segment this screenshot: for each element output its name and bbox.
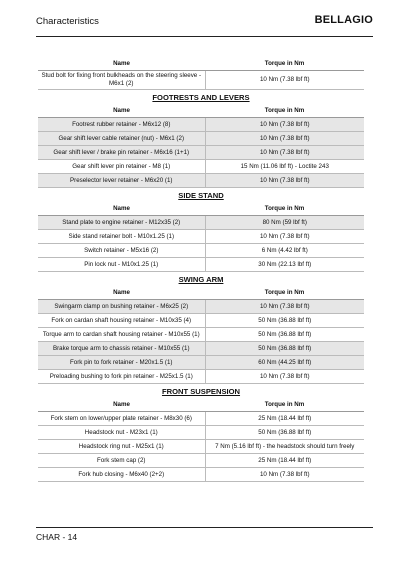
- table-row: [38, 132, 364, 146]
- model-name: BELLAGIO: [314, 14, 373, 26]
- column-header-name: Name: [38, 201, 205, 216]
- torque-value-cell: 10 Nm (7.38 lbf ft): [205, 300, 364, 314]
- torque-value-cell: 50 Nm (36.88 lbf ft): [205, 426, 364, 440]
- torque-value-cell: 10 Nm (7.38 lbf ft): [205, 174, 364, 188]
- table-row: [38, 356, 364, 370]
- torque-value-cell: 30 Nm (22.13 lbf ft): [205, 258, 364, 272]
- torque-value-cell: 10 Nm (7.38 lbf ft): [205, 132, 364, 146]
- table-row: [38, 342, 364, 356]
- part-name-cell: Fork stem cap (2): [38, 454, 205, 468]
- part-name-cell: Side stand retainer bolt - M10x1.25 (1): [38, 230, 205, 244]
- table-row: [38, 230, 364, 244]
- table-row: [38, 454, 364, 468]
- torque-value-cell: 50 Nm (36.88 lbf ft): [205, 314, 364, 328]
- column-header-name: Name: [38, 285, 205, 300]
- part-name-cell: Fork pin to fork retainer - M20x1.5 (1): [38, 356, 205, 370]
- torque-value-cell: 10 Nm (7.38 lbf ft): [205, 118, 364, 132]
- part-name-cell: Fork on cardan shaft housing retainer - M10x35 (4): [38, 314, 205, 328]
- column-header-name: Name: [38, 397, 205, 412]
- table-row: [38, 146, 364, 160]
- torque-table: [38, 56, 364, 90]
- part-name-cell: Stand plate to engine retainer - M12x35 (2): [38, 216, 205, 230]
- torque-value-cell: 10 Nm (7.38 lbf ft): [205, 468, 364, 482]
- column-header-name: Name: [38, 56, 205, 71]
- column-header-torque: Torque in Nm: [205, 201, 364, 216]
- column-header-torque: Torque in Nm: [205, 103, 364, 118]
- table-row: [38, 160, 364, 174]
- torque-value-cell: 6 Nm (4.42 lbf ft): [205, 244, 364, 258]
- part-name-cell: Footrest rubber retainer - M6x12 (8): [38, 118, 205, 132]
- table-row: [38, 468, 364, 482]
- table-row: [38, 426, 364, 440]
- table-row: [38, 216, 364, 230]
- page-header: [36, 14, 373, 37]
- part-name-cell: Gear shift lever pin retainer - M8 (1): [38, 160, 205, 174]
- part-name-cell: Headstock ring nut - M25x1 (1): [38, 440, 205, 454]
- table-row: [38, 440, 364, 454]
- part-name-cell: Brake torque arm to chassis retainer - M10x55 (1): [38, 342, 205, 356]
- torque-value-cell: 60 Nm (44.25 lbf ft): [205, 356, 364, 370]
- table-row: [38, 314, 364, 328]
- column-header-torque: Torque in Nm: [205, 56, 364, 71]
- table-row: [38, 300, 364, 314]
- torque-tables: [38, 56, 364, 482]
- part-name-cell: Torque arm to cardan shaft housing retainer - M10x55 (1): [38, 328, 205, 342]
- part-name-cell: Swingarm clamp on bushing retainer - M6x25 (2): [38, 300, 205, 314]
- part-name-cell: Preselector lever retainer - M6x20 (1): [38, 174, 205, 188]
- torque-value-cell: 25 Nm (18.44 lbf ft): [205, 412, 364, 426]
- torque-table: [38, 103, 364, 188]
- part-name-cell: Gear shift lever / brake pin retainer - M6x16 (1+1): [38, 146, 205, 160]
- torque-value-cell: 10 Nm (7.38 lbf ft): [205, 71, 364, 90]
- torque-table: [38, 201, 364, 272]
- torque-value-cell: 10 Nm (7.38 lbf ft): [205, 146, 364, 160]
- torque-value-cell: 15 Nm (11.06 lbf ft) - Loctite 243: [205, 160, 364, 174]
- section-title: SWING ARM: [178, 275, 224, 284]
- part-name-cell: Headstock nut - M23x1 (1): [38, 426, 205, 440]
- table-row: [38, 412, 364, 426]
- torque-value-cell: 25 Nm (18.44 lbf ft): [205, 454, 364, 468]
- column-header-torque: Torque in Nm: [205, 285, 364, 300]
- torque-table: [38, 397, 364, 482]
- table-row: [38, 244, 364, 258]
- part-name-cell: Preloading bushing to fork pin retainer - M25x1.5 (1): [38, 370, 205, 384]
- part-name-cell: Pin lock nut - M10x1.25 (1): [38, 258, 205, 272]
- table-row: [38, 258, 364, 272]
- page-number: CHAR - 14: [36, 532, 78, 542]
- page-footer: [36, 527, 373, 542]
- section-title: SIDE STAND: [178, 191, 224, 200]
- part-name-cell: Gear shift lever cable retainer (nut) - M6x1 (2): [38, 132, 205, 146]
- torque-value-cell: 50 Nm (36.88 lbf ft): [205, 328, 364, 342]
- section-title: FOOTRESTS AND LEVERS: [152, 93, 250, 102]
- table-row: [38, 118, 364, 132]
- column-header-name: Name: [38, 103, 205, 118]
- torque-value-cell: 10 Nm (7.38 lbf ft): [205, 370, 364, 384]
- part-name-cell: Stud bolt for fixing front bulkheads on the steering sleeve - M6x1 (2): [38, 71, 205, 90]
- torque-value-cell: 7 Nm (5.16 lbf ft) - the headstock should turn freely: [205, 440, 364, 454]
- column-header-torque: Torque in Nm: [205, 397, 364, 412]
- table-row: [38, 370, 364, 384]
- section-title: FRONT SUSPENSION: [161, 387, 241, 396]
- part-name-cell: Fork stem on lower/upper plate retainer - M8x30 (6): [38, 412, 205, 426]
- part-name-cell: Switch retainer - M5x16 (2): [38, 244, 205, 258]
- torque-table: [38, 285, 364, 384]
- chapter-title: Characteristics: [36, 16, 99, 27]
- table-row: [38, 328, 364, 342]
- table-row: [38, 174, 364, 188]
- part-name-cell: Fork hub closing - M6x40 (2+2): [38, 468, 205, 482]
- table-row: [38, 71, 364, 90]
- torque-value-cell: 50 Nm (36.88 lbf ft): [205, 342, 364, 356]
- torque-value-cell: 80 Nm (59 lbf ft): [205, 216, 364, 230]
- torque-value-cell: 10 Nm (7.38 lbf ft): [205, 230, 364, 244]
